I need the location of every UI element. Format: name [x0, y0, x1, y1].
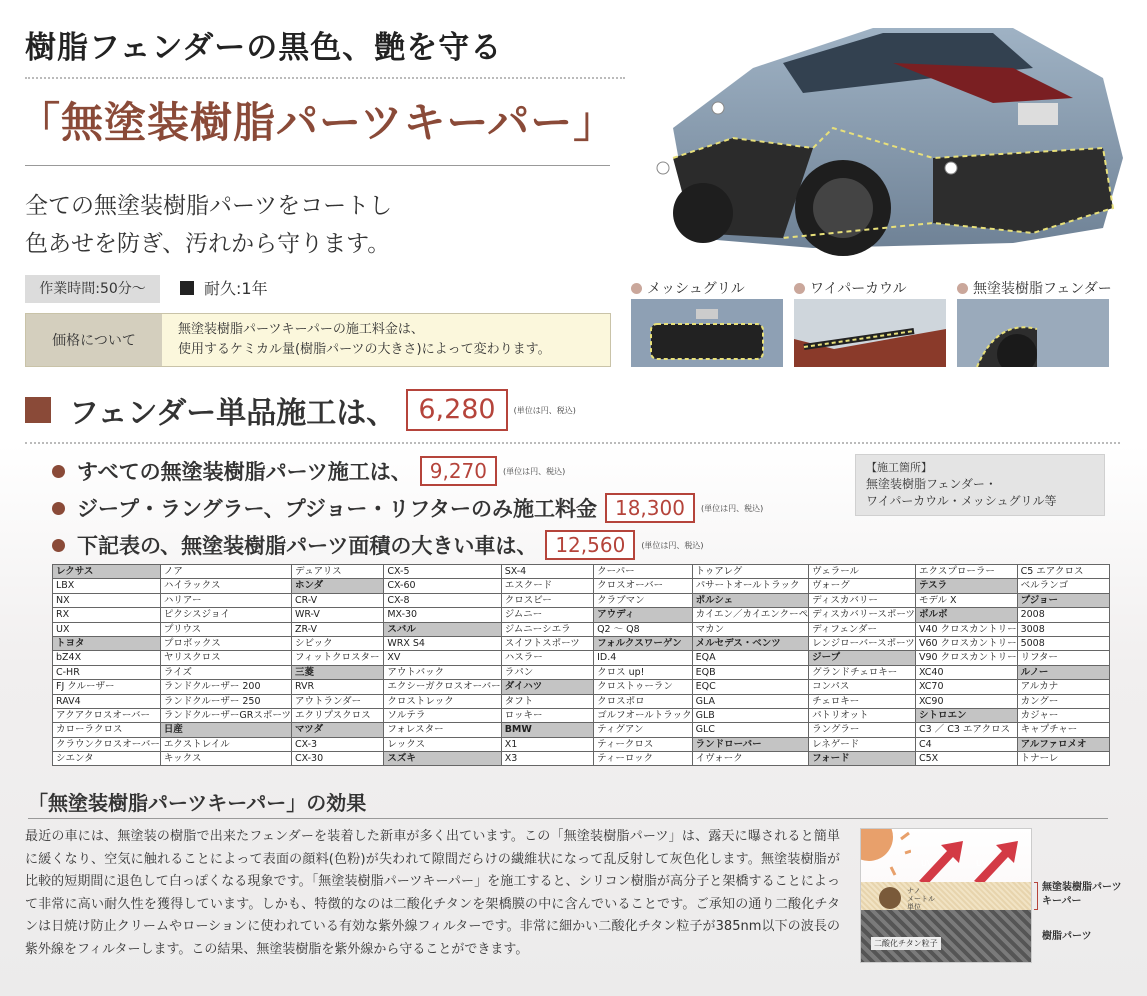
model-cell: エクリプスクロス	[292, 709, 383, 723]
table-column	[383, 564, 500, 766]
square-bullet-icon	[25, 397, 51, 423]
model-cell: エクスプローラー	[916, 565, 1017, 579]
caption-mesh-grill	[631, 278, 745, 298]
durability	[180, 276, 268, 302]
table-column	[808, 564, 915, 766]
model-cell: クロス up!	[594, 666, 692, 680]
model-cell: Q2 ～ Q8	[594, 623, 692, 637]
maker-header-cell: BMW	[502, 723, 593, 737]
model-cell: アウトランダー	[292, 695, 383, 709]
table-column	[501, 564, 593, 766]
dotted-divider	[25, 77, 625, 79]
model-cell: グランドチェロキー	[809, 666, 915, 680]
model-cell: WRX S4	[384, 637, 500, 651]
caption-wiper-cowl	[794, 278, 907, 298]
model-cell: EQA	[693, 651, 808, 665]
maker-header-cell: スバル	[384, 623, 500, 637]
car-model-table	[52, 564, 1110, 766]
model-cell: V90 クロスカントリー	[916, 651, 1017, 665]
model-cell: スイフトスポーツ	[502, 637, 593, 651]
model-cell: シエンタ	[53, 752, 160, 766]
bullet-unit: (単位は円、税込)	[641, 540, 704, 550]
model-cell: タフト	[502, 695, 593, 709]
model-cell: トナーレ	[1018, 752, 1109, 766]
maker-header-cell: フォード	[809, 752, 915, 766]
model-cell: カイエン／カイエンクーペ	[693, 608, 808, 622]
model-cell: パトリオット	[809, 709, 915, 723]
model-cell: エクストレイル	[161, 738, 291, 752]
headline: 樹脂フェンダーの黒色、艶を守る	[25, 30, 503, 66]
model-cell: アルカナ	[1018, 680, 1109, 694]
caption-dot-icon	[794, 283, 805, 294]
square-bullet-icon	[180, 281, 194, 295]
model-cell: クラブマン	[594, 594, 692, 608]
effect-title: 「無塗装樹脂パーツキーパー」の効果	[28, 791, 367, 815]
maker-header-cell: テスラ	[916, 579, 1017, 593]
model-cell: WR-V	[292, 608, 383, 622]
sites-line-2: ワイパーカウル・メッシュグリル等	[866, 494, 1057, 508]
model-cell: プロボックス	[161, 637, 291, 651]
maker-header-cell: トヨタ	[53, 637, 160, 651]
model-cell: UX	[53, 623, 160, 637]
model-cell: GLB	[693, 709, 808, 723]
model-cell: コンパス	[809, 680, 915, 694]
model-cell: レンジローバースポーツ	[809, 637, 915, 651]
table-column	[52, 564, 160, 766]
model-cell: エスクード	[502, 579, 593, 593]
maker-header-cell: アルファロメオ	[1018, 738, 1109, 752]
model-cell: ゴルフオールトラック	[594, 709, 692, 723]
model-cell: フィットクロスター	[292, 651, 383, 665]
bullet-unit: (単位は円、税込)	[503, 466, 566, 476]
bullet-dot-icon	[52, 539, 65, 552]
model-cell: カジャー	[1018, 709, 1109, 723]
model-cell: ID.4	[594, 651, 692, 665]
thumb-wiper-cowl	[794, 299, 946, 367]
bullet-jeep-peugeot	[52, 493, 763, 523]
maker-header-cell: ホンダ	[292, 579, 383, 593]
lead-line-1: 全ての無塗装樹脂パーツをコートし	[25, 193, 393, 219]
model-cell: FJ クルーザー	[53, 680, 160, 694]
model-cell: クラウンクロスオーバー	[53, 738, 160, 752]
model-cell: カローラクロス	[53, 723, 160, 737]
model-cell: CX-5	[384, 565, 500, 579]
price-note-label: 価格について	[26, 314, 162, 366]
model-cell: デュアリス	[292, 565, 383, 579]
lead-line-2: 色あせを防ぎ、汚れから守ります。	[25, 231, 391, 257]
model-cell: レネゲード	[809, 738, 915, 752]
model-cell: キャプチャー	[1018, 723, 1109, 737]
model-cell: CR-V	[292, 594, 383, 608]
model-cell: 2008	[1018, 608, 1109, 622]
model-cell: フォレスター	[384, 723, 500, 737]
work-time-badge: 作業時間:50分〜	[25, 275, 160, 303]
model-cell: ディスカバリースポーツ	[809, 608, 915, 622]
model-cell: ハリアー	[161, 594, 291, 608]
maker-header-cell: スズキ	[384, 752, 500, 766]
model-cell: キックス	[161, 752, 291, 766]
model-cell: クロスビー	[502, 594, 593, 608]
model-cell: XC90	[916, 695, 1017, 709]
maker-header-cell: ボルボ	[916, 608, 1017, 622]
model-cell: RVR	[292, 680, 383, 694]
uv-label: UV	[976, 859, 988, 868]
model-cell: ノア	[161, 565, 291, 579]
sites-line-1: 無塗装樹脂フェンダー・	[866, 477, 997, 491]
maker-header-cell: ダイハツ	[502, 680, 593, 694]
caption-dot-icon	[631, 283, 642, 294]
model-cell: ZR-V	[292, 623, 383, 637]
model-cell: 3008	[1018, 623, 1109, 637]
maker-header-cell: メルセデス・ベンツ	[693, 637, 808, 651]
model-cell: bZ4X	[53, 651, 160, 665]
model-cell: ベルランゴ	[1018, 579, 1109, 593]
model-cell: トゥアレグ	[693, 565, 808, 579]
model-cell: ランドクルーザー 200	[161, 680, 291, 694]
model-cell: ランドクルーザー 250	[161, 695, 291, 709]
fender-price: 6,280	[406, 389, 507, 431]
model-cell: XC70	[916, 680, 1017, 694]
model-cell: V60 クロスカントリー	[916, 637, 1017, 651]
model-cell: CX-30	[292, 752, 383, 766]
model-cell: ハイラックス	[161, 579, 291, 593]
model-cell: GLC	[693, 723, 808, 737]
product-title: 「無塗装樹脂パーツキーパー」	[18, 98, 617, 147]
model-cell: C3 ／ C3 エアクロス	[916, 723, 1017, 737]
model-cell: CX-3	[292, 738, 383, 752]
fender-text: フェンダー単品施工は、	[69, 396, 397, 431]
model-cell: V40 クロスカントリー	[916, 623, 1017, 637]
model-cell: リフター	[1018, 651, 1109, 665]
maker-header-cell: ルノー	[1018, 666, 1109, 680]
model-cell: クロストゥーラン	[594, 680, 692, 694]
coat-label-1: 無塗装樹脂パーツ	[1042, 882, 1122, 893]
model-cell: ソルテラ	[384, 709, 500, 723]
coat-label	[1042, 881, 1122, 909]
model-cell: C5 エアクロス	[1018, 565, 1109, 579]
bullet-price: 9,270	[420, 456, 497, 486]
bullet-price: 12,560	[545, 530, 635, 560]
model-cell: クロストレック	[384, 695, 500, 709]
model-cell: X1	[502, 738, 593, 752]
model-cell: ヴォーグ	[809, 579, 915, 593]
model-cell: GLA	[693, 695, 808, 709]
model-cell: EQC	[693, 680, 808, 694]
lead-text	[25, 187, 392, 263]
maker-header-cell: ポルシェ	[693, 594, 808, 608]
particle-label: 二酸化チタン粒子	[871, 937, 941, 950]
model-cell: パサートオールトラック	[693, 579, 808, 593]
model-cell: EQB	[693, 666, 808, 680]
model-cell: ラングラー	[809, 723, 915, 737]
model-cell: ヤリスクロス	[161, 651, 291, 665]
table-column	[1017, 564, 1110, 766]
fender-price-line	[25, 388, 576, 432]
bullet-all-parts	[52, 456, 565, 486]
maker-header-cell: マツダ	[292, 723, 383, 737]
bullet-unit: (単位は円、税込)	[700, 503, 764, 513]
model-cell: ハスラー	[502, 651, 593, 665]
bullet-text: すべての無塗装樹脂パーツ施工は、	[77, 460, 412, 484]
sun-rays-icon	[861, 829, 911, 879]
effect-body: 最近の車には、無塗装の樹脂で出来たフェンダーを装着した新車が多く出ています。この「無塗装樹脂パーツ」は、露天に曝されると簡単に緩くなり、空気に触れることによって表面の顔料(色粉)が失われて隙間だらけの繊維状になって乱反射して灰色化します。無塗装樹脂が比較的短期間に退色して白っぽくなる現象です。「無塗装樹脂パーツキーパー」を施工すると、シリコン樹脂が高分子と架橋することによって非常に高い耐久性を獲得しています。しかも、特徴的なのは二酸化チタンを架橋膜の中に含んでいることです。ご承知の通り二酸化チタンは日焼け防止クリームやローションに使われている有効な紫外線フィルターです。非常に細かい二酸化チタン粒子が385nm以下の波長の紫外線をフィルターします。この結果、無塗装樹脂を紫外線から守ることができます。	[25, 829, 840, 957]
maker-header-cell: レクサス	[53, 565, 160, 579]
model-cell: クロスオーバー	[594, 579, 692, 593]
model-cell: ティグアン	[594, 723, 692, 737]
model-cell: C-HR	[53, 666, 160, 680]
model-cell: ティーロック	[594, 752, 692, 766]
durability-text: 耐久:1年	[204, 279, 268, 298]
model-cell: ディスカバリー	[809, 594, 915, 608]
model-cell: アウトバック	[384, 666, 500, 680]
price-note-box	[25, 313, 611, 367]
model-cell: CX-60	[384, 579, 500, 593]
table-column	[692, 564, 808, 766]
model-cell: チェロキー	[809, 695, 915, 709]
model-cell: X3	[502, 752, 593, 766]
caption-dot-icon	[957, 283, 968, 294]
uv-diagram	[860, 828, 1032, 963]
model-cell: モデル X	[916, 594, 1017, 608]
model-cell: ライズ	[161, 666, 291, 680]
bullet-price: 18,300	[605, 493, 695, 523]
thumb-mesh-grill	[631, 299, 783, 367]
bullet-text: ジープ・ラングラー、プジョー・リフターのみ施工料金	[77, 497, 597, 521]
model-cell: 5008	[1018, 637, 1109, 651]
caption-fender-text: 無塗装樹脂フェンダー	[973, 281, 1112, 297]
maker-header-cell: 三菱	[292, 666, 383, 680]
model-cell: CX-8	[384, 594, 500, 608]
model-cell: C5X	[916, 752, 1017, 766]
model-cell: ジムニーシエラ	[502, 623, 593, 637]
fender-price-unit: (単位は円、税込)	[513, 405, 576, 415]
thumb-fender	[957, 299, 1109, 367]
table-column	[915, 564, 1017, 766]
model-cell: ティークロス	[594, 738, 692, 752]
model-cell: ピクシスジョイ	[161, 608, 291, 622]
titanium-particle-icon	[879, 887, 901, 909]
model-cell: ラパン	[502, 666, 593, 680]
maker-header-cell: プジョー	[1018, 594, 1109, 608]
model-cell: NX	[53, 594, 160, 608]
maker-header-cell: アウディ	[594, 608, 692, 622]
maker-header-cell: ジープ	[809, 651, 915, 665]
model-cell: シビック	[292, 637, 383, 651]
bullet-text: 下記表の、無塗装樹脂パーツ面積の大きい車は、	[77, 534, 538, 558]
model-cell: MX-30	[384, 608, 500, 622]
application-sites-box	[855, 454, 1105, 516]
maker-header-cell: フォルクスワーゲン	[594, 637, 692, 651]
model-cell: エクシーガクロスオーバー	[384, 680, 500, 694]
model-cell: ロッキー	[502, 709, 593, 723]
model-cell: カングー	[1018, 695, 1109, 709]
price-note-line-2: 使用するケミカル量(樹脂パーツの大きさ)によって変わります。	[178, 342, 551, 357]
table-column	[593, 564, 692, 766]
price-note-line-1: 無塗装樹脂パーツキーパーの施工料金は、	[178, 322, 424, 337]
effect-underline	[28, 818, 1108, 819]
model-cell: ジムニー	[502, 608, 593, 622]
model-cell: プリウス	[161, 623, 291, 637]
model-cell: アクアクロスオーバー	[53, 709, 160, 723]
title-underline	[25, 165, 610, 166]
caption-mesh-text: メッシュグリル	[647, 281, 745, 297]
model-cell: イヴォーク	[693, 752, 808, 766]
caption-wiper-text: ワイパーカウル	[810, 281, 907, 297]
model-cell: クーパー	[594, 565, 692, 579]
maker-header-cell: シトロエン	[916, 709, 1017, 723]
coat-bracket	[1034, 882, 1038, 910]
model-cell: C4	[916, 738, 1017, 752]
table-column	[291, 564, 383, 766]
model-cell: ディフェンダー	[809, 623, 915, 637]
model-cell: XV	[384, 651, 500, 665]
car-rear-photo	[633, 8, 1147, 273]
model-cell: ランドクルーザーGRスポーツ	[161, 709, 291, 723]
model-cell: ヴェラール	[809, 565, 915, 579]
model-cell: RAV4	[53, 695, 160, 709]
table-column	[160, 564, 291, 766]
maker-header-cell: ランドローバー	[693, 738, 808, 752]
coat-label-2: キーパー	[1042, 896, 1082, 907]
model-cell: クロスポロ	[594, 695, 692, 709]
model-cell: マカン	[693, 623, 808, 637]
caption-fender	[957, 278, 1112, 298]
sites-title: 【施工箇所】	[866, 461, 932, 474]
price-note-text	[162, 314, 610, 366]
model-cell: XC40	[916, 666, 1017, 680]
model-cell: レックス	[384, 738, 500, 752]
part-label: 樹脂パーツ	[1042, 931, 1092, 942]
bullet-dot-icon	[52, 465, 65, 478]
model-cell: RX	[53, 608, 160, 622]
uv-label: UV	[921, 859, 933, 868]
model-cell: LBX	[53, 579, 160, 593]
bullet-dot-icon	[52, 502, 65, 515]
nano-label: ナノ メートル 単位	[907, 887, 935, 911]
maker-header-cell: 日産	[161, 723, 291, 737]
model-cell: SX-4	[502, 565, 593, 579]
bullet-large-cars	[52, 530, 704, 560]
